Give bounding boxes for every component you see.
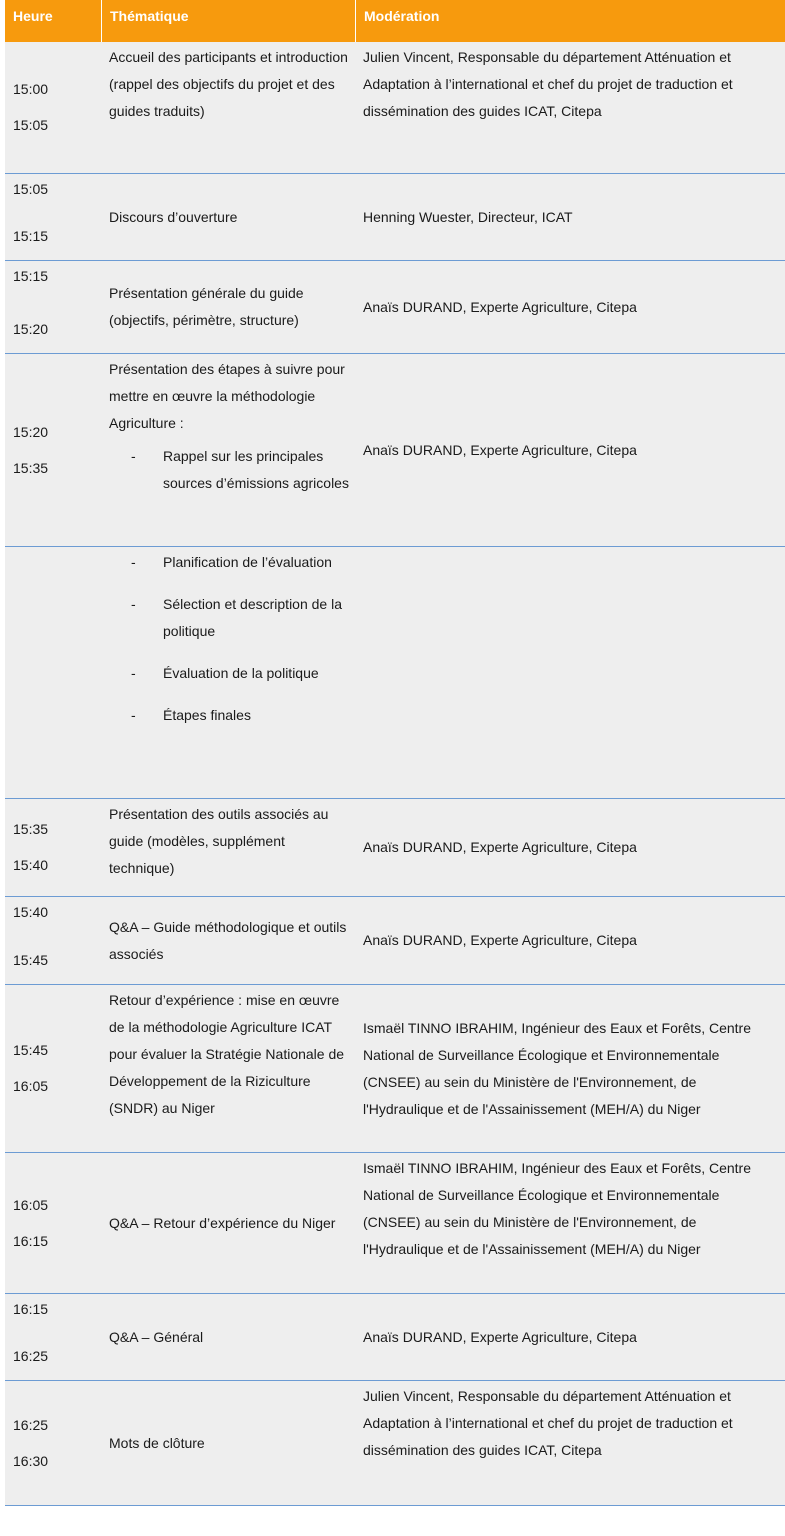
- table-row: [5, 799, 785, 897]
- start-time: 16:15: [13, 1301, 49, 1317]
- moderation-text: Anaïs DURAND, Experte Agriculture, Citepa: [363, 932, 637, 948]
- moderation-cell: [355, 799, 785, 896]
- table-row: [5, 985, 785, 1153]
- start-time: 15:20: [13, 423, 49, 440]
- table-row: [5, 897, 785, 985]
- end-time: 16:30: [13, 1452, 49, 1469]
- table-row: [5, 1153, 785, 1294]
- theme-text: Accueil des participants et introduction (rappel des objectifs du projet et des guides traduits): [109, 49, 348, 119]
- theme-cell: [101, 42, 355, 173]
- list-item: [109, 660, 351, 687]
- start-time: 15:05: [13, 181, 49, 197]
- end-time: 15:20: [13, 321, 49, 337]
- start-time: 16:05: [13, 1196, 49, 1213]
- moderation-cell: [355, 897, 785, 984]
- moderation-cell: [355, 547, 785, 798]
- moderation-cell: [355, 1294, 785, 1380]
- theme-text: Discours d’ouverture: [109, 208, 238, 225]
- theme-text: Présentation générale du guide (objectifs, périmètre, structure): [109, 285, 304, 328]
- sub-item-text: Étapes finales: [163, 707, 251, 723]
- moderation-cell: [355, 985, 785, 1152]
- sub-item-text: Rappel sur les principales sources d’émissions agricoles: [163, 448, 349, 491]
- sub-item-text: Sélection et description de la politique: [163, 596, 342, 639]
- moderation-cell: [355, 42, 785, 173]
- header-thematique: Thématique: [101, 0, 355, 42]
- moderation-text: Henning Wuester, Directeur, ICAT: [363, 208, 573, 225]
- list-item: [109, 591, 351, 645]
- agenda-table: [5, 0, 785, 1506]
- theme-cell: [101, 1153, 355, 1293]
- theme-text: Q&A – Guide méthodologique et outils associés: [109, 918, 347, 962]
- time-cell: [5, 799, 101, 896]
- theme-text: Mots de clôture: [109, 1434, 205, 1451]
- list-item: [109, 443, 351, 497]
- table-row: [5, 1294, 785, 1381]
- time-cell: [5, 174, 101, 260]
- theme-text: Retour d’expérience : mise en œuvre de la méthodologie Agriculture ICAT pour évaluer la Stratégie Nationale de Développement de la Riziculture (SNDR) au Niger: [109, 992, 345, 1116]
- moderation-text: Julien Vincent, Responsable du département Atténuation et Adaptation à l’international et chef du projet de traduction et dissémination des guides ICAT, Citepa: [363, 1388, 733, 1458]
- table-row: [5, 174, 785, 261]
- time-cell: [5, 897, 101, 984]
- theme-text: Q&A – Général: [109, 1328, 204, 1345]
- table-row: [5, 42, 785, 174]
- theme-text: Présentation des étapes à suivre pour mettre en œuvre la méthodologie Agriculture :: [109, 361, 345, 431]
- theme-cell: [101, 799, 355, 896]
- time-cell: [5, 354, 101, 546]
- end-time: 15:35: [13, 459, 49, 476]
- time-cell: [5, 1381, 101, 1505]
- theme-cell: [101, 261, 355, 353]
- sub-item-list: [109, 549, 351, 729]
- theme-cell: [101, 1294, 355, 1380]
- theme-cell: [101, 547, 355, 798]
- table-row: [5, 261, 785, 354]
- sub-item-text: Évaluation de la politique: [163, 665, 319, 681]
- moderation-text: Julien Vincent, Responsable du département Atténuation et Adaptation à l’international et chef du projet de traduction et dissémination des guides ICAT, Citepa: [363, 49, 733, 119]
- moderation-cell: [355, 354, 785, 546]
- start-time: 15:15: [13, 268, 49, 284]
- table-row: [5, 1381, 785, 1506]
- theme-text: Q&A – Retour d’expérience du Niger: [109, 1214, 336, 1231]
- sub-item-list: [109, 437, 351, 497]
- dash-bullet: -: [131, 554, 136, 570]
- theme-cell: [101, 354, 355, 546]
- table-row: [5, 354, 785, 547]
- moderation-text: Ismaël TINNO IBRAHIM, Ingénieur des Eaux et Forêts, Centre National de Surveillance Écologique et Environnementale (CNSEE) au sein du Ministère de l'Environnement, de l'Hydraulique et de l'Assainissement (MEH/A) du Niger: [363, 1019, 752, 1117]
- theme-cell: [101, 1381, 355, 1505]
- time-cell: [5, 985, 101, 1152]
- header-moderation: Modération: [355, 0, 785, 42]
- theme-text: Présentation des outils associés au guide (modèles, supplément technique): [109, 806, 329, 876]
- end-time: 16:05: [13, 1078, 49, 1094]
- dash-bullet: -: [131, 665, 136, 681]
- end-time: 16:15: [13, 1232, 49, 1249]
- end-time: 15:40: [13, 857, 49, 873]
- theme-cell: [101, 897, 355, 984]
- theme-cell: [101, 985, 355, 1152]
- end-time: 15:45: [13, 952, 49, 968]
- list-item: [109, 549, 351, 576]
- time-cell: [5, 1294, 101, 1380]
- time-cell: [5, 42, 101, 173]
- dash-bullet: -: [131, 707, 136, 723]
- moderation-text: Anaïs DURAND, Experte Agriculture, Citepa: [363, 298, 637, 315]
- moderation-cell: [355, 174, 785, 260]
- time-cell: [5, 261, 101, 353]
- start-time: 15:00: [13, 81, 49, 97]
- dash-bullet: -: [131, 596, 136, 612]
- moderation-text: Ismaël TINNO IBRAHIM, Ingénieur des Eaux et Forêts, Centre National de Surveillance Écologique et Environnementale (CNSEE) au sein du Ministère de l'Environnement, de l'Hydraulique et de l'Assainissement (MEH/A) du Niger: [363, 1160, 752, 1257]
- list-item: [109, 702, 351, 729]
- time-cell: [5, 547, 101, 798]
- end-time: 15:05: [13, 117, 49, 133]
- table-header: [5, 0, 785, 42]
- dash-bullet: -: [131, 448, 136, 464]
- moderation-cell: [355, 261, 785, 353]
- start-time: 15:35: [13, 821, 49, 837]
- table-row: [5, 547, 785, 799]
- end-time: 16:25: [13, 1348, 49, 1364]
- theme-cell: [101, 174, 355, 260]
- time-cell: [5, 1153, 101, 1293]
- moderation-cell: [355, 1381, 785, 1505]
- start-time: 16:25: [13, 1416, 49, 1433]
- start-time: 15:45: [13, 1042, 49, 1058]
- moderation-text: Anaïs DURAND, Experte Agriculture, Citepa: [363, 441, 637, 458]
- header-heure: Heure: [13, 8, 53, 24]
- moderation-text: Anaïs DURAND, Experte Agriculture, Citepa: [363, 1328, 637, 1345]
- end-time: 15:15: [13, 228, 49, 244]
- moderation-text: Anaïs DURAND, Experte Agriculture, Citepa: [363, 839, 637, 855]
- sub-item-text: Planification de l’évaluation: [163, 554, 332, 570]
- start-time: 15:40: [13, 904, 49, 920]
- moderation-cell: [355, 1153, 785, 1293]
